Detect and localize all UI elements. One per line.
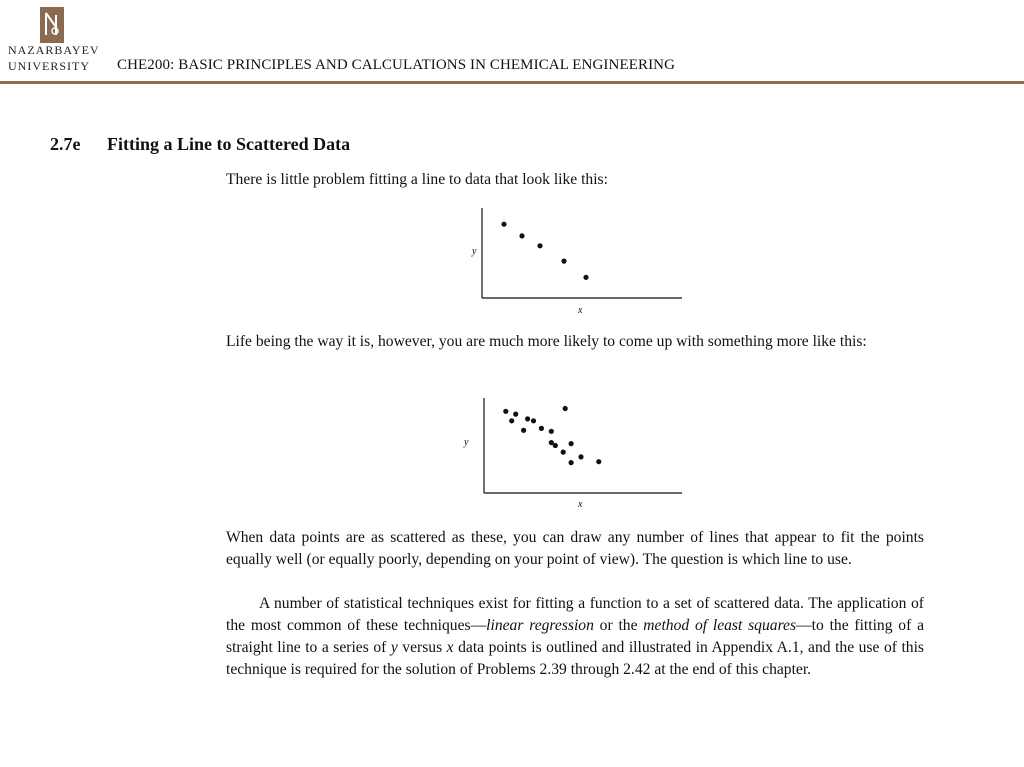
data-point bbox=[519, 233, 524, 238]
data-point bbox=[503, 409, 508, 414]
university-name-line2: UNIVERSITY bbox=[8, 59, 90, 73]
paragraph-intro: There is little problem fitting a line to data that look like this: bbox=[226, 171, 608, 188]
paragraph-techniques bbox=[226, 593, 924, 681]
data-point bbox=[549, 429, 554, 434]
data-point bbox=[513, 412, 518, 417]
x-axis-label: x bbox=[578, 305, 583, 316]
data-point bbox=[509, 418, 514, 423]
p4-text-i: data points is outlined and illustrated in Appendix A.1, and the use of this technique is required for the solution of Problems 2.39 through 2.42 at the end of this chapter. bbox=[226, 639, 924, 678]
scatter-plot-clean bbox=[460, 200, 690, 320]
data-point bbox=[578, 454, 583, 459]
var-y: y bbox=[390, 639, 398, 656]
p4-text-g: versus bbox=[397, 639, 447, 656]
p4-text-e: —to the fitting of a straight line to a series of bbox=[226, 617, 924, 656]
data-point bbox=[596, 459, 601, 464]
term-least-squares: method of least squares bbox=[643, 617, 797, 634]
y-axis-label: y bbox=[464, 437, 469, 448]
section-title: Fitting a Line to Scattered Data bbox=[107, 134, 351, 154]
data-point bbox=[521, 428, 526, 433]
data-point bbox=[539, 426, 544, 431]
x-axis-label: x bbox=[578, 499, 583, 510]
data-point bbox=[553, 443, 558, 448]
term-linear-regression: linear regression bbox=[486, 617, 594, 634]
slide-header bbox=[0, 0, 1024, 86]
university-crest-icon bbox=[40, 7, 64, 43]
data-point bbox=[569, 460, 574, 465]
p4-text-c: or the bbox=[593, 617, 644, 634]
y-axis-label: y bbox=[472, 246, 477, 257]
header-divider bbox=[0, 81, 1024, 84]
data-point bbox=[569, 441, 574, 446]
data-point bbox=[561, 450, 566, 455]
data-point bbox=[525, 416, 530, 421]
data-point bbox=[537, 243, 542, 248]
course-title: CHE200: BASIC PRINCIPLES AND CALCULATIONS IN CHEMICAL ENGINEERING bbox=[117, 57, 676, 73]
section-heading bbox=[50, 134, 350, 155]
scatter-plot-noisy bbox=[460, 390, 690, 512]
section-number: 2.7e bbox=[50, 134, 81, 154]
data-point bbox=[563, 406, 568, 411]
paragraph-scattered: When data points are as scattered as these, you can draw any number of lines that appear to fit the points equally well (or equally poorly, depending on your point of view). The question is which line to use. bbox=[226, 529, 924, 568]
paragraph-life: Life being the way it is, however, you are much more likely to come up with something more like this: bbox=[226, 333, 867, 350]
p4-text-a: A number of statistical techniques exist for fitting a function to a set of scattered data. The application of the most common of these techniques— bbox=[226, 595, 924, 634]
data-point bbox=[583, 275, 588, 280]
data-point bbox=[531, 418, 536, 423]
university-name-line1: NAZARBAYEV bbox=[8, 43, 100, 57]
data-point bbox=[501, 222, 506, 227]
var-x: x bbox=[446, 639, 454, 656]
data-point bbox=[561, 259, 566, 264]
